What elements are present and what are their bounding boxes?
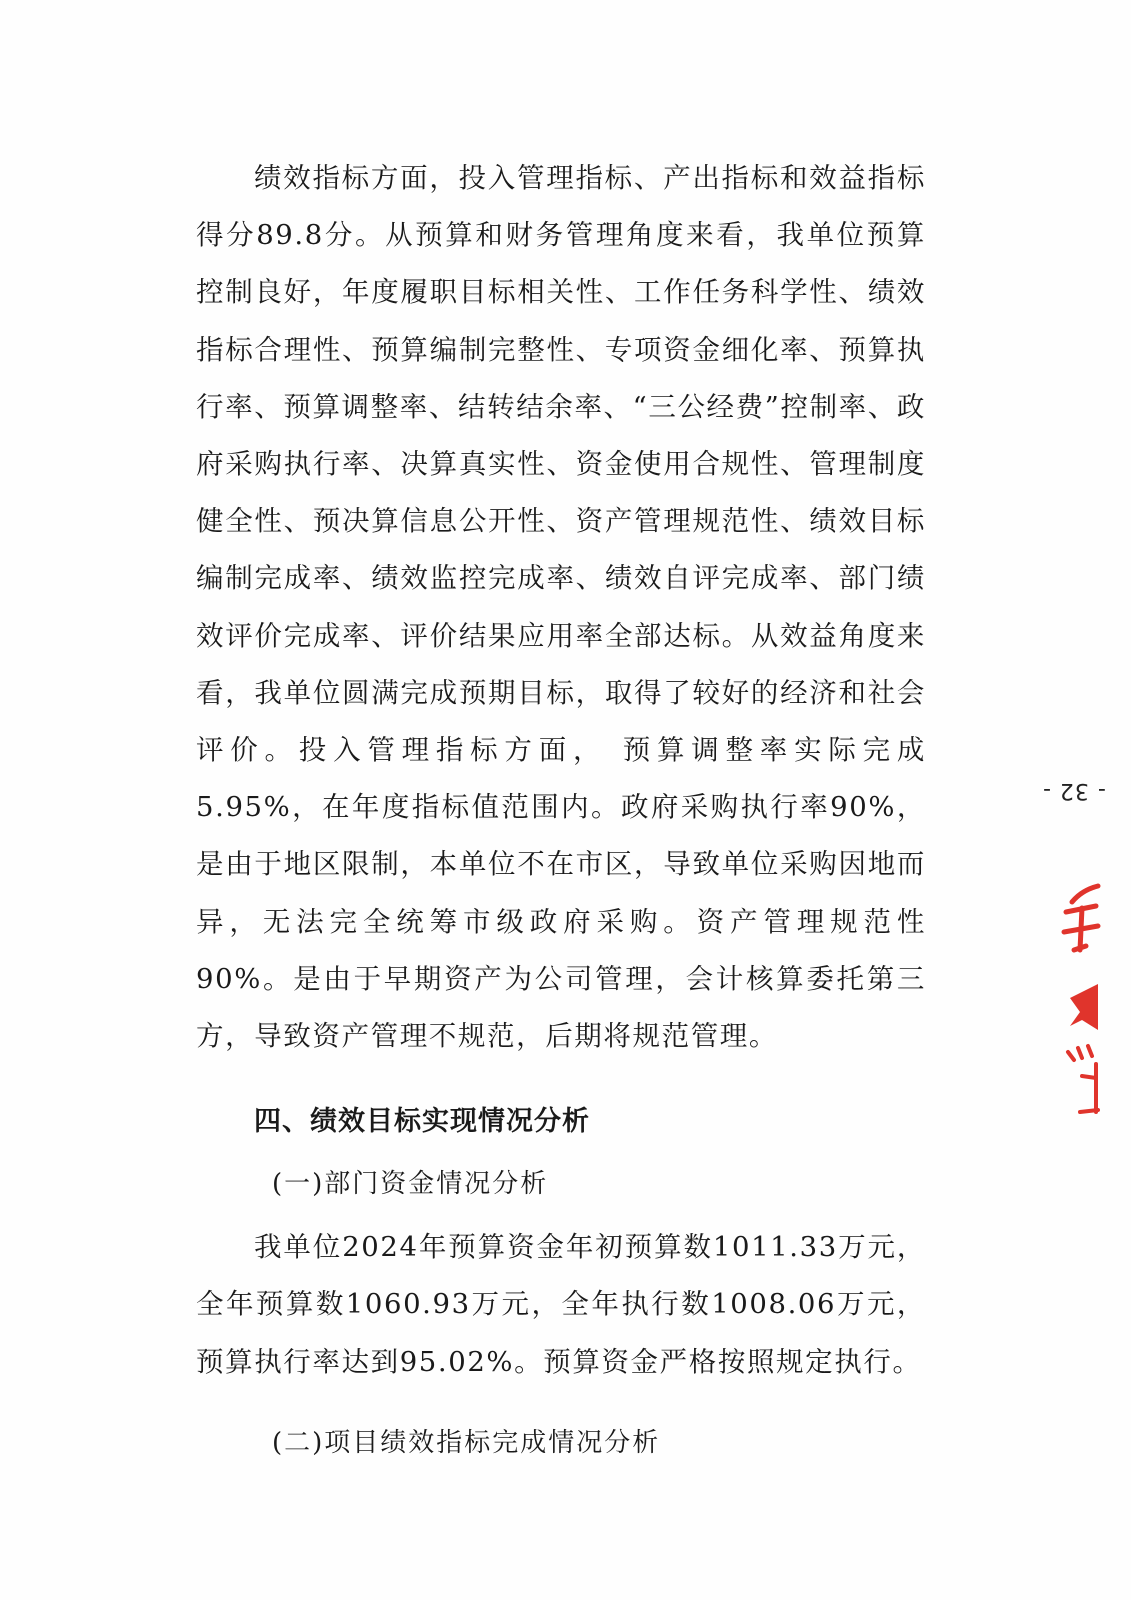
section-heading: 四、绩效目标实现情况分析 — [254, 1106, 590, 1138]
paragraph-budget-execution: 我单位2024年预算资金年初预算数1011.33万元，全年预算数1060.93万元，全年执行数1008.06万元，预算执行率达到95.02%。预算资金严格按照规定执行。 — [196, 1231, 926, 1378]
page-number: - 32 - — [1042, 778, 1106, 803]
sub-heading-project-indicators: (二)项目绩效指标完成情况分析 — [272, 1427, 661, 1458]
red-seal-icon — [1052, 880, 1102, 1120]
paragraph-performance-indicators: 绩效指标方面，投入管理指标、产出指标和效益指标得分89.8分。从预算和财务管理角度来看，我单位预算控制良好，年度履职目标相关性、工作任务科学性、绩效指标合理性、预算编制完整性、专项资金细化率、预算执行率、预算调整率、结转结余率、“三公经费”控制率、政府采购执行率、决算真实性、资金使用合规性、管理制度健全性、预决算信息公开性、资产管理规范性、绩效目标编制完成率、绩效监控完成率、绩效自评完成率、部门绩效评价完成率、评价结果应用率全部达标。从效益角度来看，我单位圆满完成预期目标，取得了较好的经济和社会评价。投入管理指标方面， 预算调整率实际完成5.95%，在年度指标值范围内。政府采购执行率90%，是由于地区限制，本单位不在市区，导致单位采购因地而异，无法完全统筹市级政府采购。资产管理规范性90%。是由于早期资产为公司管理，会计核算委托第三方，导致资产管理不规范，后期将规范管理。 — [196, 162, 926, 1053]
document-body — [196, 150, 926, 1472]
sub-heading-department-funds: (一)部门资金情况分析 — [272, 1169, 549, 1200]
